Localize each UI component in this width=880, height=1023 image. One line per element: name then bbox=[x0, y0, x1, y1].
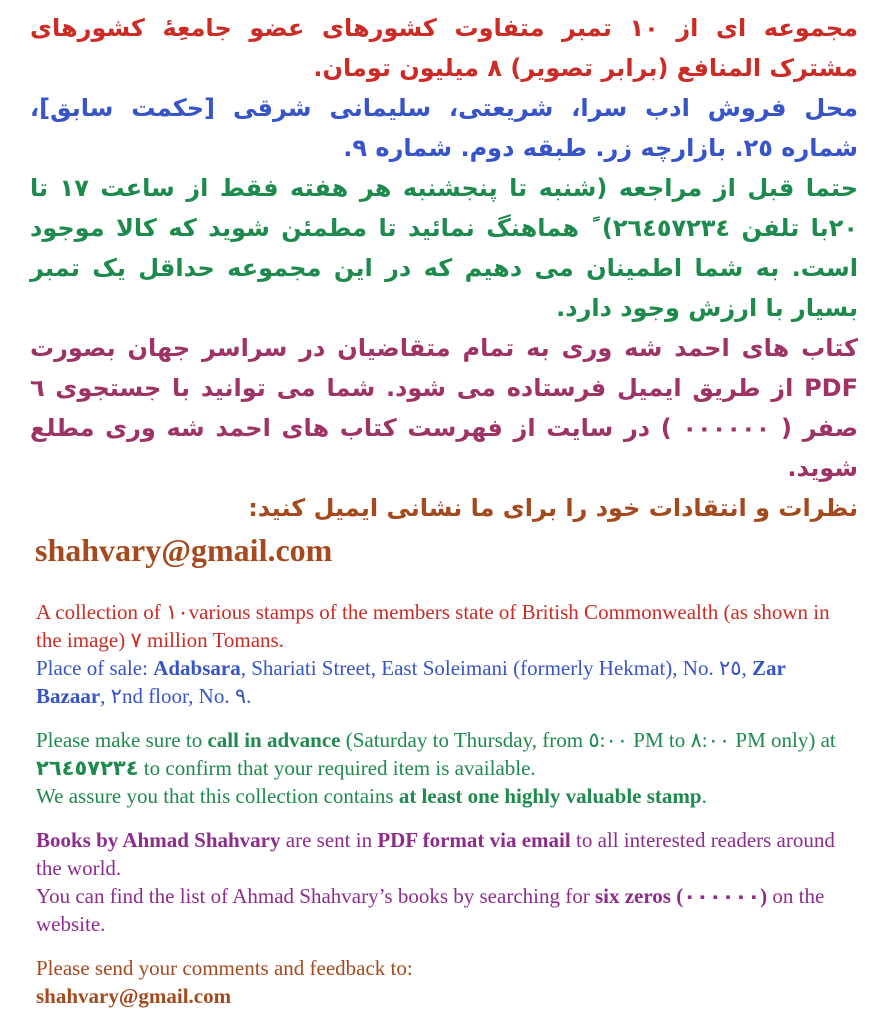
en-collection-offer-text: A collection of ١٠various stamps of the members state of British Commonwealth (as shown in the image) ٧ million Tomans. bbox=[36, 600, 830, 652]
english-section bbox=[30, 598, 858, 1010]
en-books-pdf-text: Books by Ahmad Shahvary are sent in PDF format via email to all interested readers around the world. bbox=[36, 828, 835, 880]
en-feedback-request-text: Please send your comments and feedback to: bbox=[36, 956, 413, 980]
en-call-in-advance-text: Please make sure to call in advance (Saturday to Thursday, from ٥:٠٠ PM to ٨:٠٠ PM only) at ٢٦٤٥٧٢٣٤ to confirm that your required item is available. bbox=[36, 728, 836, 780]
en-assurance-text: We assure you that this collection contains at least one highly valuable stamp. bbox=[36, 784, 707, 808]
fa-call-in-advance-text: حتما قبل از مراجعه (شنبه تا پنجشنبه هر هفته فقط از ساعت ١٧ تا ٢٠با تلفن ٢٦٤٥٧٢٣٤) ً هماهنگ نمائید تا مطمئن شوید که کالا موجود است. به شما اطمینان می دهیم که در این مجموعه حداقل یک تمبر بسیار با ارزش وجود دارد. bbox=[30, 174, 858, 322]
en-place-of-sale-text: Place of sale: Adabsara, Shariati Street, East Soleimani (formerly Hekmat), No. ٢٥, Zar Bazaar, ٢nd floor, No. ٩. bbox=[36, 656, 786, 708]
fa-feedback-request-text: نظرات و انتقادات خود را برای ما نشانی ایمیل کنید: bbox=[248, 494, 858, 522]
en-books-search-text: You can find the list of Ahmad Shahvary’s books by searching for six zeros (٠٠٠٠٠٠) on the website. bbox=[36, 884, 825, 936]
fa-collection-offer-text: مجموعه ای از ١٠ تمبر متفاوت کشورهای عضو جامعِۀ کشورهای مشترک المنافع (برابر تصویر) ٨ میلیون تومان. bbox=[30, 14, 859, 82]
fa-books-pdf-text: کتاب های احمد شه وری به تمام متقاضیان در سراسر جهان بصورت PDF از طریق ایمیل فرستاده می شود. شما می توانید با جستجوی ٦ صفر ( ٠٠٠٠٠٠ ) در سایت از فهرست کتاب های احمد شه وری مطلع شوید. bbox=[30, 334, 859, 482]
fa-place-of-sale-text: محل فروش ادب سرا، شریعتی، سلیمانی شرقی [حکمت سابق]، شماره ٢٥. بازارچه زر. طبقه دوم. شماره ٩. bbox=[30, 94, 858, 162]
en-contact-email: shahvary@gmail.com bbox=[36, 984, 232, 1008]
contact-email-large: shahvary@gmail.com bbox=[35, 532, 333, 568]
